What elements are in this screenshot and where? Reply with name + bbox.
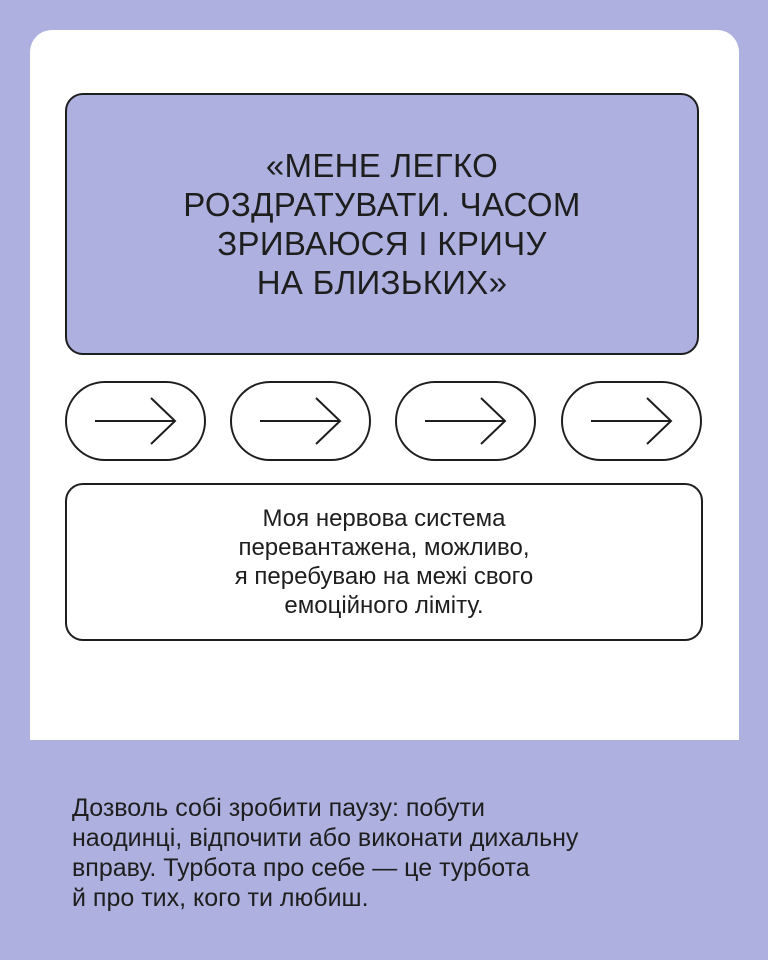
arrow-pill-1 bbox=[65, 381, 206, 461]
arrow-right-icon bbox=[256, 396, 346, 446]
content-card bbox=[30, 30, 739, 740]
answer-text: Моя нервова система перевантажена, можливо, я перебуваю на межі свого емоційного ліміту. bbox=[234, 505, 534, 619]
footer-text: Дозволь собі зробити паузу: побути наодинці, відпочити або виконати дихальну вправу. Турбота про себе — це турбота й про тих, кого ти любиш. bbox=[72, 794, 579, 912]
arrow-pill-2 bbox=[230, 381, 371, 461]
arrow-right-icon bbox=[587, 396, 677, 446]
arrow-right-icon bbox=[91, 396, 181, 446]
answer-box bbox=[65, 483, 703, 641]
arrow-pill-3 bbox=[395, 381, 536, 461]
arrow-pill-4 bbox=[561, 381, 702, 461]
arrow-row bbox=[65, 381, 703, 461]
quote-text: «МЕНЕ ЛЕГКО РОЗДРАТУВАТИ. ЧАСОМ ЗРИВАЮСЯ І КРИЧУ НА БЛИЗЬКИХ» bbox=[183, 147, 581, 301]
quote-box bbox=[65, 93, 699, 355]
arrow-right-icon bbox=[421, 396, 511, 446]
